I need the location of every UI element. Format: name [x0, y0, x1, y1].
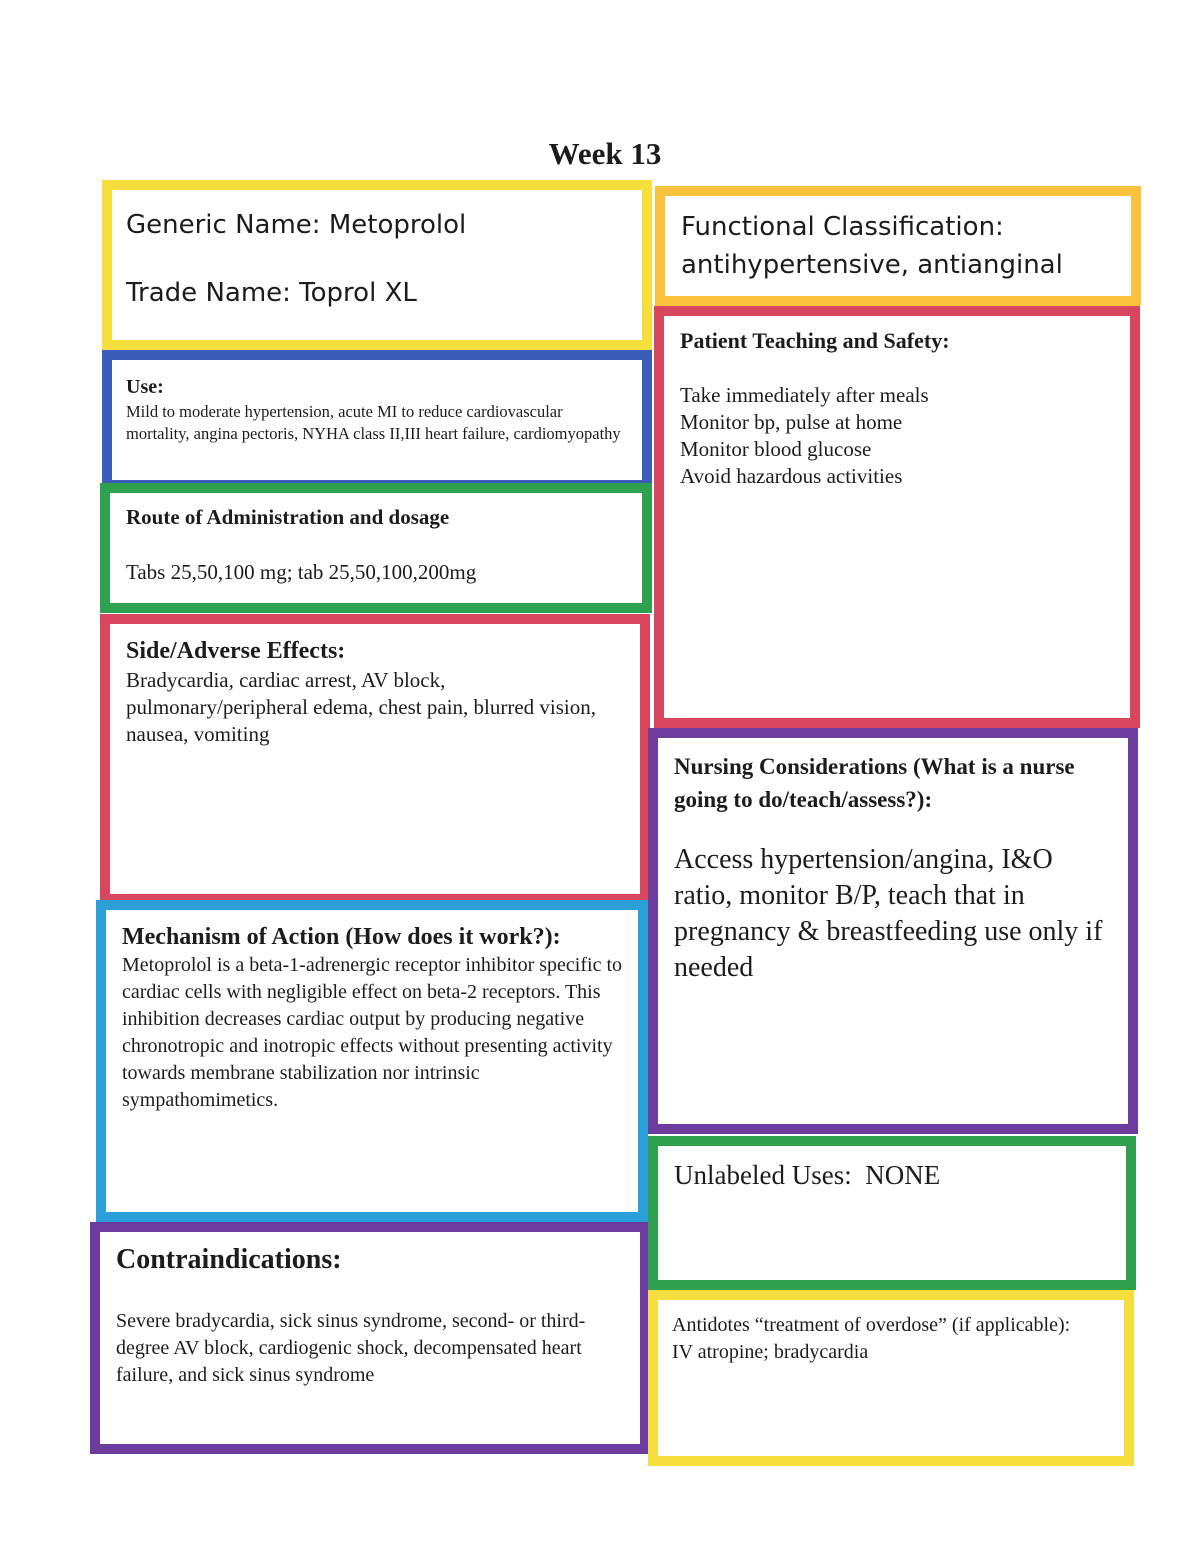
antidotes-heading: Antidotes “treatment of overdose” (if applicable):	[672, 1314, 1071, 1336]
route-heading: Route of Administration and dosage	[126, 505, 450, 529]
drug-name-box	[102, 180, 652, 350]
nursing-heading: Nursing Considerations (What is a nurse going to do/teach/assess?):	[674, 754, 1075, 812]
page-title: Week 13	[548, 136, 662, 171]
patient-teaching-list	[680, 382, 1114, 490]
generic-name: Generic Name: Metoprolol	[126, 210, 467, 240]
side-effects-text: Bradycardia, cardiac arrest, AV block, pulmonary/peripheral edema, chest pain, blurred vision, nausea, vomiting	[126, 668, 597, 746]
unlabeled-uses-box	[648, 1136, 1136, 1290]
antidotes-text: IV atropine; bradycardia	[672, 1341, 869, 1363]
use-box	[102, 350, 652, 490]
list-item: Monitor bp, pulse at home	[680, 410, 903, 434]
nursing-considerations-box	[648, 728, 1138, 1134]
mechanism-box	[96, 900, 648, 1222]
patient-teaching-heading: Patient Teaching and Safety:	[680, 328, 950, 353]
list-item: Monitor blood glucose	[680, 437, 872, 461]
route-text: Tabs 25,50,100 mg; tab 25,50,100,200mg	[126, 560, 477, 584]
contraindications-box	[90, 1222, 650, 1454]
functional-label: Functional Classification:	[681, 212, 1004, 242]
nursing-text: Access hypertension/angina, I&O ratio, monitor B/P, teach that in pregnancy & breastfeeding use only if needed	[674, 844, 1103, 983]
route-box	[100, 483, 652, 613]
side-effects-heading: Side/Adverse Effects:	[126, 638, 346, 664]
unlabeled-uses-text: Unlabeled Uses: NONE	[674, 1160, 941, 1190]
contraindications-text: Severe bradycardia, sick sinus syndrome, second- or third-degree AV block, cardiogenic shock, decompensated heart failure, and sick sinus syndrome	[116, 1310, 586, 1386]
patient-teaching-box	[654, 306, 1140, 728]
use-text: Mild to moderate hypertension, acute MI to reduce cardiovascular mortality, angina pectoris, NYHA class II,III heart failure, cardiomyopathy	[126, 402, 621, 443]
contraindications-heading: Contraindications:	[116, 1244, 342, 1275]
list-item: Take immediately after meals	[680, 383, 929, 407]
list-item: Avoid hazardous activities	[680, 464, 903, 488]
functional-classification-box	[655, 186, 1141, 306]
antidotes-box	[648, 1290, 1134, 1466]
side-effects-box	[100, 614, 650, 904]
mechanism-heading: Mechanism of Action (How does it work?):	[122, 924, 561, 950]
use-heading: Use:	[126, 376, 164, 398]
trade-name: Trade Name: Toprol XL	[126, 278, 417, 308]
mechanism-text: Metoprolol is a beta-1-adrenergic receptor inhibitor specific to cardiac cells with negligible effect on beta-2 receptors. This inhibition decreases cardiac output by producing negative chronotropic and inotropic effects without presenting activity towards membrane stabilization nor intrinsic sympathomimetics.	[122, 954, 622, 1111]
functional-value: antihypertensive, antianginal	[681, 250, 1063, 280]
